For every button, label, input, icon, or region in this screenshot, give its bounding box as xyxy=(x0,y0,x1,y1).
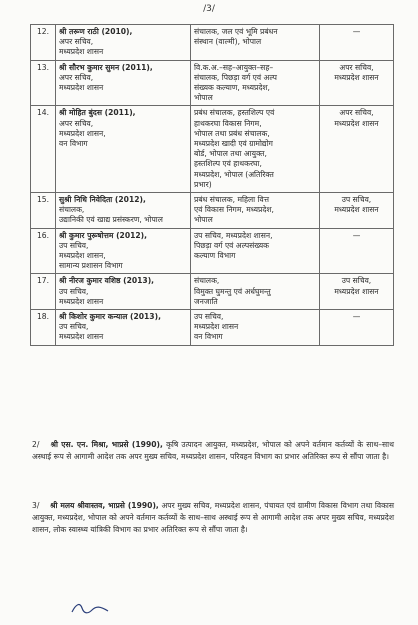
additional-charge-line: — xyxy=(352,312,361,322)
serial-number-cell: 12. xyxy=(31,25,56,61)
additional-charge-line: अपर सचिव, xyxy=(339,108,374,118)
officer-name: श्री तरूण राठी (2010), xyxy=(59,27,133,36)
posting-line: प्रबंध संचालक, महिला वित्त xyxy=(194,195,269,205)
new-posting-cell xyxy=(191,193,320,229)
paragraph-text: कृषि उत्पादन आयुक्त, मध्यप्रदेश, भोपाल को अपने वर्तमान कर्तव्यों के साथ–साथ अस्थाई रूप से आगामी आदेश तक अपर मुख्य सचिव, मध्यप्रदेश शासन, परिवहन विभाग का प्रभार अतिरिक्त रूप से सौंपा जाता है। xyxy=(32,440,394,462)
table-row xyxy=(31,274,394,310)
table-row xyxy=(31,228,394,274)
additional-charge-line: मध्यप्रदेश शासन xyxy=(334,72,379,82)
posting-line: भोपाल xyxy=(194,215,213,225)
officer-designation-line: मध्यप्रदेश शासन, xyxy=(59,128,106,138)
new-posting-cell xyxy=(191,60,320,106)
officer-name: श्री नीरज कुमार वशिष्ठ (2013), xyxy=(59,276,155,286)
order-paragraph-2 xyxy=(32,439,394,463)
new-posting-cell xyxy=(191,274,320,310)
officer-cell xyxy=(56,310,191,346)
officer-name: श्री किशोर कुमार कन्याल (2013), xyxy=(59,312,161,322)
officer-designation-line: संचालक, xyxy=(59,205,85,215)
officer-designation-line: सामान्य प्रशासन विभाग xyxy=(59,261,123,271)
posting-line: मध्यप्रदेश, भोपाल (अतिरिक्त xyxy=(194,169,274,179)
new-posting-cell xyxy=(191,310,320,346)
serial-number-cell: 17. xyxy=(31,274,56,310)
posting-line: हस्तशिल्प एवं हाथकरघा, xyxy=(194,159,262,169)
posting-line: हाथकरघा विकास निगम, xyxy=(194,118,262,128)
posting-orders-table-body xyxy=(31,25,394,346)
posting-line: विमुक्त घुमन्तु एवं अर्धघुमन्तु xyxy=(194,286,271,296)
officer-name: श्री एस. एन. मिश्रा, भाप्रसे (1990), xyxy=(50,440,163,449)
officer-cell xyxy=(56,25,191,61)
new-posting-cell xyxy=(191,228,320,274)
officer-cell xyxy=(56,228,191,274)
posting-line: संचालक, xyxy=(194,276,220,286)
officer-cell xyxy=(56,274,191,310)
officer-name: श्री मलय श्रीवास्तव, भाप्रसे (1990), xyxy=(50,501,159,510)
table-row xyxy=(31,310,394,346)
additional-charge-cell xyxy=(320,310,394,346)
additional-charge-cell xyxy=(320,274,394,310)
officer-cell xyxy=(56,106,191,193)
additional-charge-line: उप सचिव, xyxy=(341,195,372,205)
table-row xyxy=(31,25,394,61)
new-posting-cell xyxy=(191,25,320,61)
signature-mark xyxy=(70,598,110,618)
posting-line: भोपाल xyxy=(194,93,213,103)
additional-charge-cell xyxy=(320,193,394,229)
additional-charge-line: उप सचिव, xyxy=(341,276,372,286)
officer-designation-line: वन विभाग xyxy=(59,139,88,149)
posting-line: बोर्ड, भोपाल तथा आयुक्त, xyxy=(194,149,267,159)
serial-number-cell: 13. xyxy=(31,60,56,106)
posting-line: मध्यप्रदेश खादी एवं ग्रामोद्योग xyxy=(194,139,273,149)
additional-charge-cell xyxy=(320,25,394,61)
officer-name: श्री सौरभ कुमार सुमन (2011), xyxy=(59,62,153,72)
officer-name: श्री मोहित बुंदस (2011), xyxy=(59,108,136,118)
order-paragraph-3 xyxy=(32,500,394,537)
officer-designation-line: मध्यप्रदेश शासन xyxy=(59,296,104,306)
additional-charge-cell xyxy=(320,60,394,106)
additional-charge-line: अपर सचिव, xyxy=(339,62,374,72)
officer-designation-line: मध्यप्रदेश शासन xyxy=(59,47,104,57)
posting-line: वन विभाग xyxy=(194,332,223,342)
officer-designation-line: उप सचिव, xyxy=(59,286,89,296)
officer-designation-line: मध्यप्रदेश शासन xyxy=(59,83,104,93)
officer-name: श्री कुमार पुरूषोत्तम (2012), xyxy=(59,230,148,240)
officer-designation-line: उद्यानिकी एवं खाद्य प्रसंस्करण, भोपाल xyxy=(59,215,163,225)
paragraph-text: अपर मुख्य सचिव, मध्यप्रदेश शासन, पंचायत एवं ग्रामीण विकास विभाग तथा विकास आयुक्त, मध्यप्रदेश, भोपाल को अपने वर्तमान कर्तव्यों के साथ–साथ अस्थाई रूप से आगामी आदेश तक अपर मुख्य सचिव, मध्यप्रदेश शासन, लोक स्वास्थ्य यांत्रिकी विभाग का प्रभार अतिरिक्त रूप से सौंपा जाता है। xyxy=(32,501,394,535)
paragraph-number: 2/ xyxy=(32,440,40,449)
serial-number-cell: 18. xyxy=(31,310,56,346)
officer-cell xyxy=(56,60,191,106)
officer-designation-line: मध्यप्रदेश शासन xyxy=(59,332,104,342)
officer-designation-line: अपर सचिव, xyxy=(59,118,94,128)
posting-line: वि.क.अ.–सह–आयुक्त–सह– xyxy=(194,62,274,72)
table-row xyxy=(31,60,394,106)
posting-line: संचालक, पिछड़ा वर्ग एवं अल्प xyxy=(194,72,277,82)
posting-line: एवं विकास निगम, मध्यप्रदेश, xyxy=(194,205,274,215)
officer-name: सुश्री निधि निवेदिता (2012), xyxy=(59,195,146,205)
posting-line: कल्याण विभाग xyxy=(194,251,236,261)
posting-orders-table xyxy=(30,24,394,346)
table-row xyxy=(31,193,394,229)
page-number: /3/ xyxy=(203,4,215,14)
officer-cell xyxy=(56,193,191,229)
serial-number-cell: 15. xyxy=(31,193,56,229)
additional-charge-line: — xyxy=(352,27,361,36)
serial-number-cell: 14. xyxy=(31,106,56,193)
paragraph-number: 3/ xyxy=(32,501,40,510)
posting-line: उप सचिव, मध्यप्रदेश शासन, xyxy=(194,230,273,240)
officer-designation-line: अपर सचिव, xyxy=(59,72,94,82)
posting-line: संख्यक कल्याण, मध्यप्रदेश, xyxy=(194,83,270,93)
new-posting-cell xyxy=(191,106,320,193)
additional-charge-line: मध्यप्रदेश शासन xyxy=(334,286,379,296)
posting-line: प्रबंध संचालक, हस्तशिल्प एवं xyxy=(194,108,275,118)
additional-charge-line: मध्यप्रदेश शासन xyxy=(334,205,379,215)
additional-charge-line: मध्यप्रदेश शासन xyxy=(334,118,379,128)
posting-line: जनजाति xyxy=(194,296,218,306)
additional-charge-cell xyxy=(320,228,394,274)
additional-charge-line: — xyxy=(352,230,361,240)
posting-line: उप सचिव, xyxy=(194,312,224,322)
posting-line: संचालक, जल एवं भूमि प्रबंधन xyxy=(194,27,278,36)
table-row xyxy=(31,106,394,193)
posting-line: संस्थान (वाल्मी), भोपाल xyxy=(194,37,262,47)
posting-line: मध्यप्रदेश शासन xyxy=(194,322,239,332)
officer-designation-line: उप सचिव, xyxy=(59,322,89,332)
officer-designation-line: अपर सचिव, xyxy=(59,37,94,47)
additional-charge-cell xyxy=(320,106,394,193)
officer-designation-line: उप सचिव, xyxy=(59,240,89,250)
officer-designation-line: मध्यप्रदेश शासन, xyxy=(59,251,106,261)
posting-line: प्रभार) xyxy=(194,179,212,189)
posting-line: पिछड़ा वर्ग एवं अल्पसंख्यक xyxy=(194,240,269,250)
serial-number-cell: 16. xyxy=(31,228,56,274)
posting-line: भोपाल तथा प्रबंध संचालक, xyxy=(194,128,270,138)
